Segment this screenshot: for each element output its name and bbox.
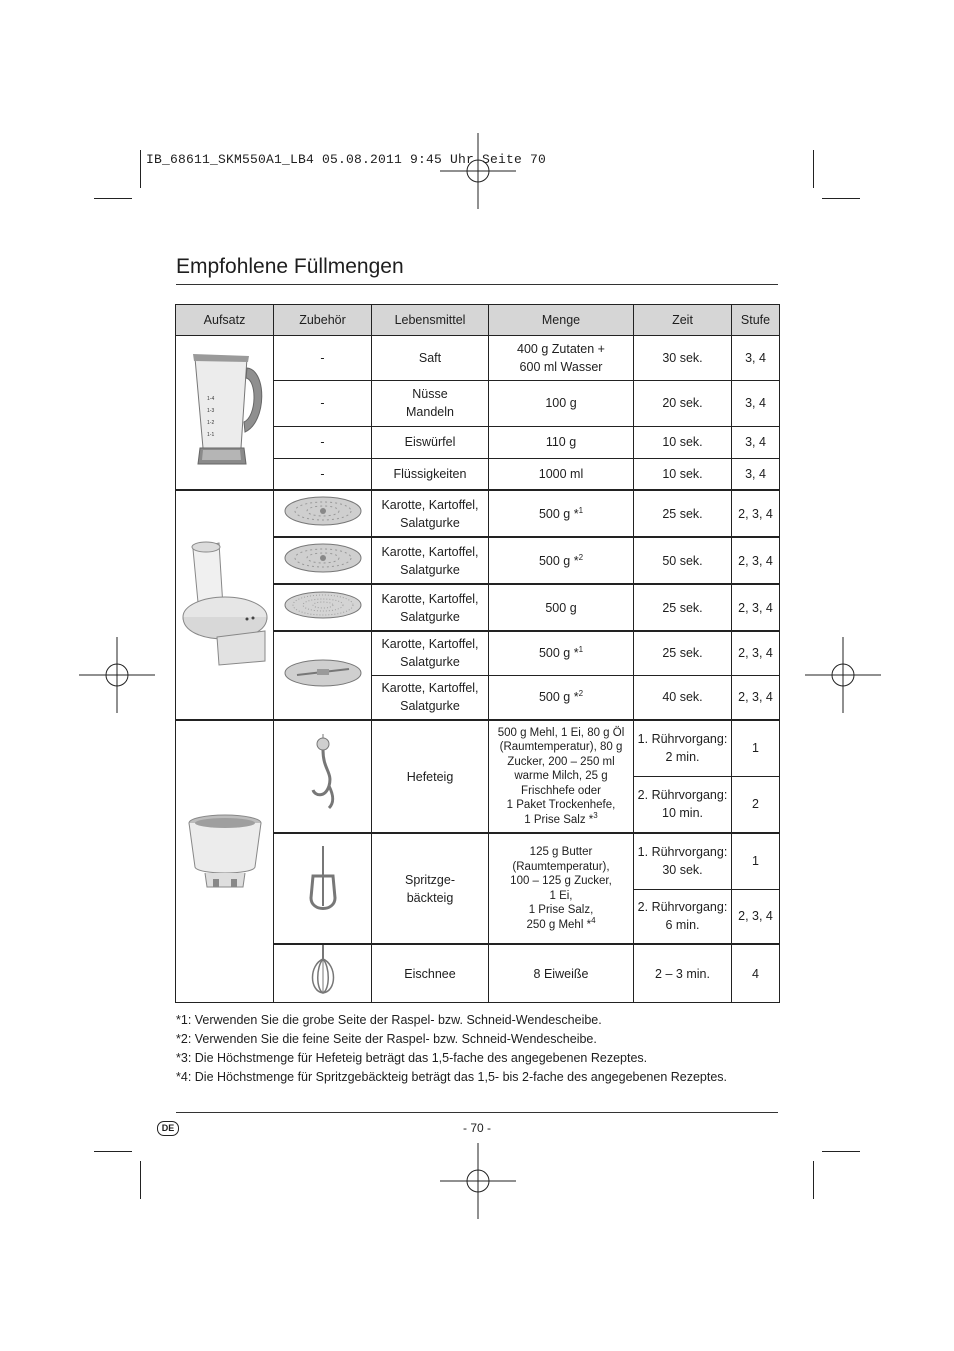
footnote-2: *2: Verwenden Sie die feine Seite der Raspel- bzw. Schneid-Wendescheibe. [176,1032,597,1046]
fill-quantity-table [175,304,780,1003]
menge-cell: 8 Eiweiße [489,944,634,1003]
footnote-ref: 4 [591,915,596,925]
lebensmittel-cell [372,631,489,675]
lebensmittel-cell: Flüssigkeiten [372,458,489,490]
menge-cell [489,720,634,833]
menge-line: 1 Prise Salz, [528,904,594,916]
fine-grater-disc-icon [283,540,363,576]
header-zeit: Zeit [634,305,732,336]
menge-line: 250 g Mehl * [526,918,592,931]
table-row [176,720,780,776]
jug-scale-3: 1-2 [206,420,214,426]
lebensmittel-line: Salatgurke [400,609,460,624]
menge-value: 500 g * [538,690,579,705]
cookie-beater-icon [303,846,343,926]
zeit-line: 1. Rührvorgang: [637,845,728,860]
menge-cell [489,675,634,720]
stufe-cell: 1 [732,833,780,889]
menge-cell [489,490,634,537]
crop-mark [140,1161,141,1199]
whisk-image [274,944,372,1003]
footnote-ref: 2 [578,552,584,562]
lebensmittel-cell: Eiswürfel [372,426,489,458]
header-stufe: Stufe [732,305,780,336]
coarse-grater-disc-image [274,490,372,537]
menge-line: 500 g Mehl, 1 Ei, 80 g Öl [497,726,625,739]
menge-line: 100 – 125 g Zucker, [510,875,612,887]
zeit-cell [634,889,732,944]
table-row [176,490,780,537]
lebensmittel-line: Karotte, Kartoffel, [381,497,479,512]
stufe-cell: 2, 3, 4 [732,537,780,584]
menge-cell [489,584,634,631]
menge-line: 125 g Butter [529,846,593,858]
menge-value: 500 g * [538,553,579,568]
dough-hook-icon [303,734,343,814]
stufe-cell: 3, 4 [732,381,780,426]
footnote-4: *4: Die Höchstmenge für Spritzgebäckteig beträgt das 1,5- bis 2-fache des angegebenen Rezeptes. [176,1070,728,1084]
header-zubehoer: Zubehör [274,305,372,336]
footnote-ref: 1 [578,505,584,515]
stufe-cell: 2, 3, 4 [732,490,780,537]
footnote-ref: 1 [578,645,584,655]
blender-jug-image [176,336,274,491]
zeit-line: 6 min. [665,918,700,933]
header-menge: Menge [489,305,634,336]
lebensmittel-line: Karotte, Kartoffel, [381,544,479,559]
menge-cell [489,336,634,381]
crop-mark [822,1151,860,1152]
whisk-icon [303,945,343,997]
rasp-disc-image [274,584,372,631]
zeit-line: 1. Rührvorgang: [637,732,728,747]
footnote-ref: 2 [578,689,584,699]
header-lebensmittel: Lebensmittel [372,305,489,336]
footnote-3: *3: Die Höchstmenge für Hefeteig beträgt das 1,5-fache des angegebenen Rezeptes. [176,1051,648,1065]
lebensmittel-cell: Hefeteig [372,720,489,833]
zeit-cell: 40 sek. [634,675,732,720]
page-number: - 70 - [462,1121,491,1135]
zeit-line: 2 min. [665,750,700,765]
menge-cell: 110 g [489,426,634,458]
mixing-bowl-image [176,720,274,1003]
mixing-bowl-illustration [177,809,273,909]
lebensmittel-cell [372,490,489,537]
zeit-cell [634,720,732,776]
language-badge: DE [157,1121,179,1136]
jug-scale-4: 1-1 [206,432,214,438]
zubehoer-cell: - [274,381,372,426]
crop-mark [140,150,141,188]
rasp-disc-icon [283,587,363,623]
lebensmittel-line: Salatgurke [400,699,460,714]
zubehoer-cell: - [274,458,372,490]
crop-mark [813,150,814,188]
crop-mark [822,198,860,199]
lebensmittel-cell: Eischnee [372,944,489,1003]
shredder-attachment-image [176,490,274,720]
table-row [176,336,780,381]
crop-mark [94,1151,132,1152]
zeit-cell: 30 sek. [634,336,732,381]
lebensmittel-cell [372,675,489,720]
lebensmittel-line: bäckteig [406,890,454,905]
menge-cell: 100 g [489,381,634,426]
stufe-cell: 3, 4 [732,426,780,458]
menge-value: 500 g * [538,646,579,661]
stufe-cell: 2, 3, 4 [732,889,780,944]
zubehoer-cell: - [274,426,372,458]
stufe-cell: 2, 3, 4 [732,631,780,675]
stufe-cell: 4 [732,944,780,1003]
title-rule [176,284,778,285]
menge-cell: 1000 ml [489,458,634,490]
footer-rule [176,1112,778,1113]
zubehoer-cell: - [274,336,372,381]
lebensmittel-cell [372,537,489,584]
stufe-cell: 3, 4 [732,458,780,490]
lebensmittel-line: Nüsse [412,387,448,402]
menge-cell [489,833,634,944]
lebensmittel-line: Salatgurke [400,655,460,670]
zeit-cell: 25 sek. [634,631,732,675]
lebensmittel-cell: Saft [372,336,489,381]
menge-line: 400 g Zutaten + [517,342,605,357]
lebensmittel-line: Salatgurke [400,515,460,530]
menge-line: 1 Prise Salz * [524,813,594,826]
lebensmittel-line: Salatgurke [400,562,460,577]
crop-mark [813,1161,814,1199]
registration-mark-bottom [440,1143,516,1219]
menge-line: 600 ml Wasser [519,360,603,375]
lebensmittel-cell [372,381,489,426]
menge-cell [489,537,634,584]
stufe-cell: 1 [732,720,780,776]
zeit-line: 2. Rührvorgang: [637,900,728,915]
menge-cell [489,631,634,675]
lebensmittel-line: Spritzge- [404,872,456,887]
slicing-disc-icon [283,653,363,693]
footnote-ref: 3 [593,810,598,820]
footnotes [176,1011,727,1087]
zeit-line: 30 sek. [662,863,703,878]
menge-line: warme Milch, 25 g [514,770,608,783]
menge-line: 1 Paket Trockenhefe, [506,799,616,812]
menge-line: (Raumtemperatur), [512,860,610,873]
menge-line: Zucker, 200 – 250 ml [507,755,615,768]
zeit-cell: 25 sek. [634,490,732,537]
registration-mark-left [79,637,155,713]
print-slug: IB_68611_SKM550A1_LB4 05.08.2011 9:45 Uhr Seite 70 [146,152,547,167]
header-aufsatz: Aufsatz [176,305,274,336]
zeit-cell: 50 sek. [634,537,732,584]
fine-grater-disc-image [274,537,372,584]
lebensmittel-line: Karotte, Kartoffel, [381,681,479,696]
zeit-cell [634,776,732,833]
menge-line: (Raumtemperatur), 80 g [499,741,623,754]
lebensmittel-line: Mandeln [406,405,454,420]
stufe-cell: 3, 4 [732,336,780,381]
shredder-illustration [177,537,273,669]
lebensmittel-cell [372,584,489,631]
registration-mark-top [440,133,516,209]
lebensmittel-cell [372,833,489,944]
stufe-cell: 2, 3, 4 [732,584,780,631]
cookie-beater-image [274,833,372,944]
footnote-1: *1: Verwenden Sie die grobe Seite der Raspel- bzw. Schneid-Wendescheibe. [176,1013,602,1027]
dough-hook-image [274,720,372,833]
zeit-cell: 10 sek. [634,426,732,458]
zeit-cell: 20 sek. [634,381,732,426]
registration-mark-right [805,637,881,713]
lebensmittel-line: Karotte, Kartoffel, [381,637,479,652]
slicing-disc-image [274,631,372,720]
menge-line: 1 Ei, [549,889,573,902]
zeit-cell: 10 sek. [634,458,732,490]
zeit-cell: 2 – 3 min. [634,944,732,1003]
lebensmittel-line: Karotte, Kartoffel, [381,591,479,606]
jug-scale-1: 1-4 [206,396,214,402]
zeit-cell [634,833,732,889]
menge-value: 500 g [545,600,577,615]
jug-scale-2: 1-3 [206,408,214,414]
menge-line: Frischhefe oder [521,784,601,797]
stufe-cell: 2, 3, 4 [732,675,780,720]
stufe-cell: 2 [732,776,780,833]
zeit-line: 10 min. [662,806,703,821]
zeit-cell: 25 sek. [634,584,732,631]
zeit-line: 2. Rührvorgang: [637,788,728,803]
blender-jug-illustration [177,336,273,484]
menge-value: 500 g * [538,506,579,521]
grater-disc-icon [283,493,363,529]
page-title: Empfohlene Füllmengen [176,255,404,278]
crop-mark [94,198,132,199]
